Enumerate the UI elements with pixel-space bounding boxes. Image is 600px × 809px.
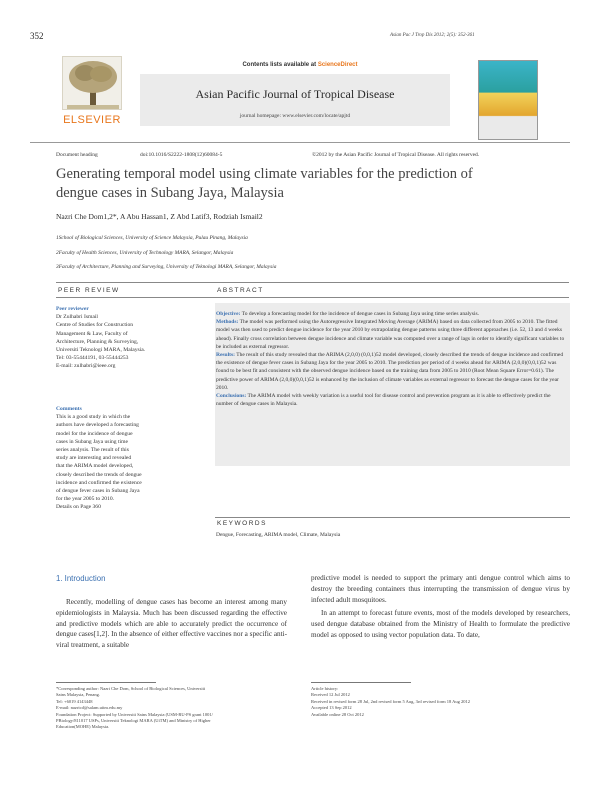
journal-name: Asian Pacific Journal of Tropical Disease [195, 87, 395, 101]
body-right-column: predictive model is needed to support the primary anti dengue control which aims to destroy the breeding containers thus interrupting the transmission of dengue virus by infected adult mosquitoes. In an attempt to forecast future events, most of the models developed by researchers, used dengue database obtained from the Ministry of Health to formulate the predictive model as opposed to using vector population data. To date, [311, 574, 570, 639]
article-history: Article history: Received 12 Jul 2012 Received in revised form 28 Jul, 2nd revised form 5 Aug, 3rd revised form 18 Aug 2012 Accepted 13 Sep 2012 Available online 28 Oct 2012 [311, 686, 470, 717]
affiliation-2: 2Faculty of Health Sciences, University of Technology MARA, Selangor, Malaysia [56, 250, 234, 256]
introduction-heading: 1. Introduction [56, 574, 106, 583]
journal-cover-image [478, 60, 538, 140]
section-divider-top [56, 282, 569, 283]
keywords-heading: KEYWORDS [217, 520, 267, 527]
affiliation-1: 1School of Biological Sciences, University of Science Malaysia, Pulau Pinang, Malaysia [56, 235, 248, 241]
abstract-body [216, 310, 568, 408]
peer-reviewer-label: Peer reviewer [56, 306, 89, 312]
header-divider [30, 142, 570, 143]
footnote-rule-left [56, 682, 156, 683]
sciencedirect-link[interactable]: ScienceDirect [317, 62, 358, 68]
peer-reviewer-block: Peer reviewer Dr Zulhabri Ismail Centre of Studies for Construction Management & Law, Faculty of Architecture, Planning & Surveying, Universiti Teknologi MARA, Malaysia. Tel: 03-55444191, 03-55444253 E-mail: zulhabri@ieee.org [56, 305, 204, 371]
author-list: Nazri Che Dom1,2*, A Abu Hassan1, Z Abd Latif3, Rodziah Ismail2 [56, 212, 263, 221]
abstract-results: Results: The result of this study revealed that the ARIMA (2,0,0) (0,0,1)52 model developed, closely described the trends of dengue incidence and confirmed the existence of dengue fever cases in Subang Jaya for the year 2005 to 2010. The prediction per period of 4 weeks ahead for ARIMA (2,0,0)(0,0,1)52 was found to be best fit and consistent with the observed dengue incidence based on the training data from 2005 to 2010 (Root Mean Square Error=0.61). The predictive power of ARIMA (2,0,0)(0,0,1)52 is enhanced by the inclusion of climate variables as external regressor to forecast the dengue cases for the year 2010. [216, 352, 564, 391]
abstract-objective: Objective: To develop a forecasting model for the incidence of dengue cases in Subang Jaya using time series analysis. [216, 311, 479, 317]
comments-label: Comments [56, 406, 82, 412]
running-head: Asian Pac J Trop Dis 2012; 2(5): 352-361 [390, 33, 475, 38]
abstract-methods: Methods: The model was performed using the Autoregressive Integrated Moving Average (ARIMA) based on data collected from 2005 to 2010. The fitted model was then used to predict dengue incidence for the year 2010 by extrapolating dengue patterns using three different approaches (i.e. 52, 13 and 4 weeks ahead). Finally cross correlation between dengue incidence and climate variable was computed over a range of lags in order to identify significant variables to be included as external regressor. [216, 319, 565, 350]
section-divider-bottom [56, 297, 569, 298]
page-number: 352 [30, 31, 44, 41]
body-left-column: Recently, modelling of dengue cases has become an interest among many epidemiologists in Malaysia. Much has been discussed regarding the effective and predictive models which are able to accurately predict the occurrence of dengue cases[1,2]. In the absence of either effective vaccines nor a specific anti-viral treatment, a suitable [56, 598, 287, 650]
publisher-name: ELSEVIER [63, 114, 121, 126]
keywords-divider [215, 517, 570, 518]
contents-available-line: Contents lists available at ScienceDirect [242, 62, 358, 68]
keywords-list: Dengue, Forecasting, ARIMA model, Climate, Malaysia [216, 532, 341, 538]
reviewer-email[interactable]: E-mail: zulhabri@ieee.org [56, 363, 116, 370]
footnote-rule-right [311, 682, 411, 683]
abstract-heading: ABSTRACT [217, 287, 264, 294]
author-email[interactable]: E-mail: nazricd@salam.uitm.edu.my [56, 705, 123, 711]
abstract-conclusions: Conclusions: The ARIMA model with weekly variation is a useful tool for disease control and prevention program as it is able to effectively predict the number of dengue cases in Malaysia. [216, 393, 551, 408]
doi[interactable]: doi:10.1016/S2222-1808(12)60084-5 [140, 152, 223, 158]
document-heading: Document heading [56, 152, 98, 158]
details-link[interactable]: Details on Page 360 [56, 504, 101, 511]
correspondence-footnote: *Corresponding author: Nazri Che Dom, School of Biological Sciences, Universiti Sains Malaysia, Penang. Tel: +6019 4143448 E-mail: nazricd@salam.uitm.edu.my Foundation Project: Supported by Universiti Sains Malaysia (USM-RU-PS grant 1001/ PBiology/811017 USPs, Universiti Teknologi MARA (UiTM) and Ministry of Higher Education(MOHE) Malaysia. [56, 686, 286, 731]
copyright-notice: ©2012 by the Asian Pacific Journal of Tropical Disease. All rights reserved. [312, 152, 480, 158]
journal-homepage[interactable]: journal homepage: www.elsevier.com/locate/apjtd [239, 113, 351, 119]
comments-block: Comments This is a good study in which the authors have developed a forecasting model for the incidence of dengue cases in Subang Jaya using time series analysis. The result of this study are interesting and revealed that the ARIMA model developed, closely described the trends of dengue incidence and confirmed the existence of dengue fever cases in Subang Jaya for the year 2005 to 2010. Details on Page 360 [56, 405, 204, 512]
affiliation-3: 3Faculty of Architecture, Planning and Surveying, University of Teknologi MARA, Selangor, Malaysia [56, 264, 277, 270]
article-title: Generating temporal model using climate variables for the prediction of dengue cases in Subang Jaya, Malaysia [56, 166, 473, 201]
peer-review-heading: PEER REVIEW [58, 287, 120, 294]
